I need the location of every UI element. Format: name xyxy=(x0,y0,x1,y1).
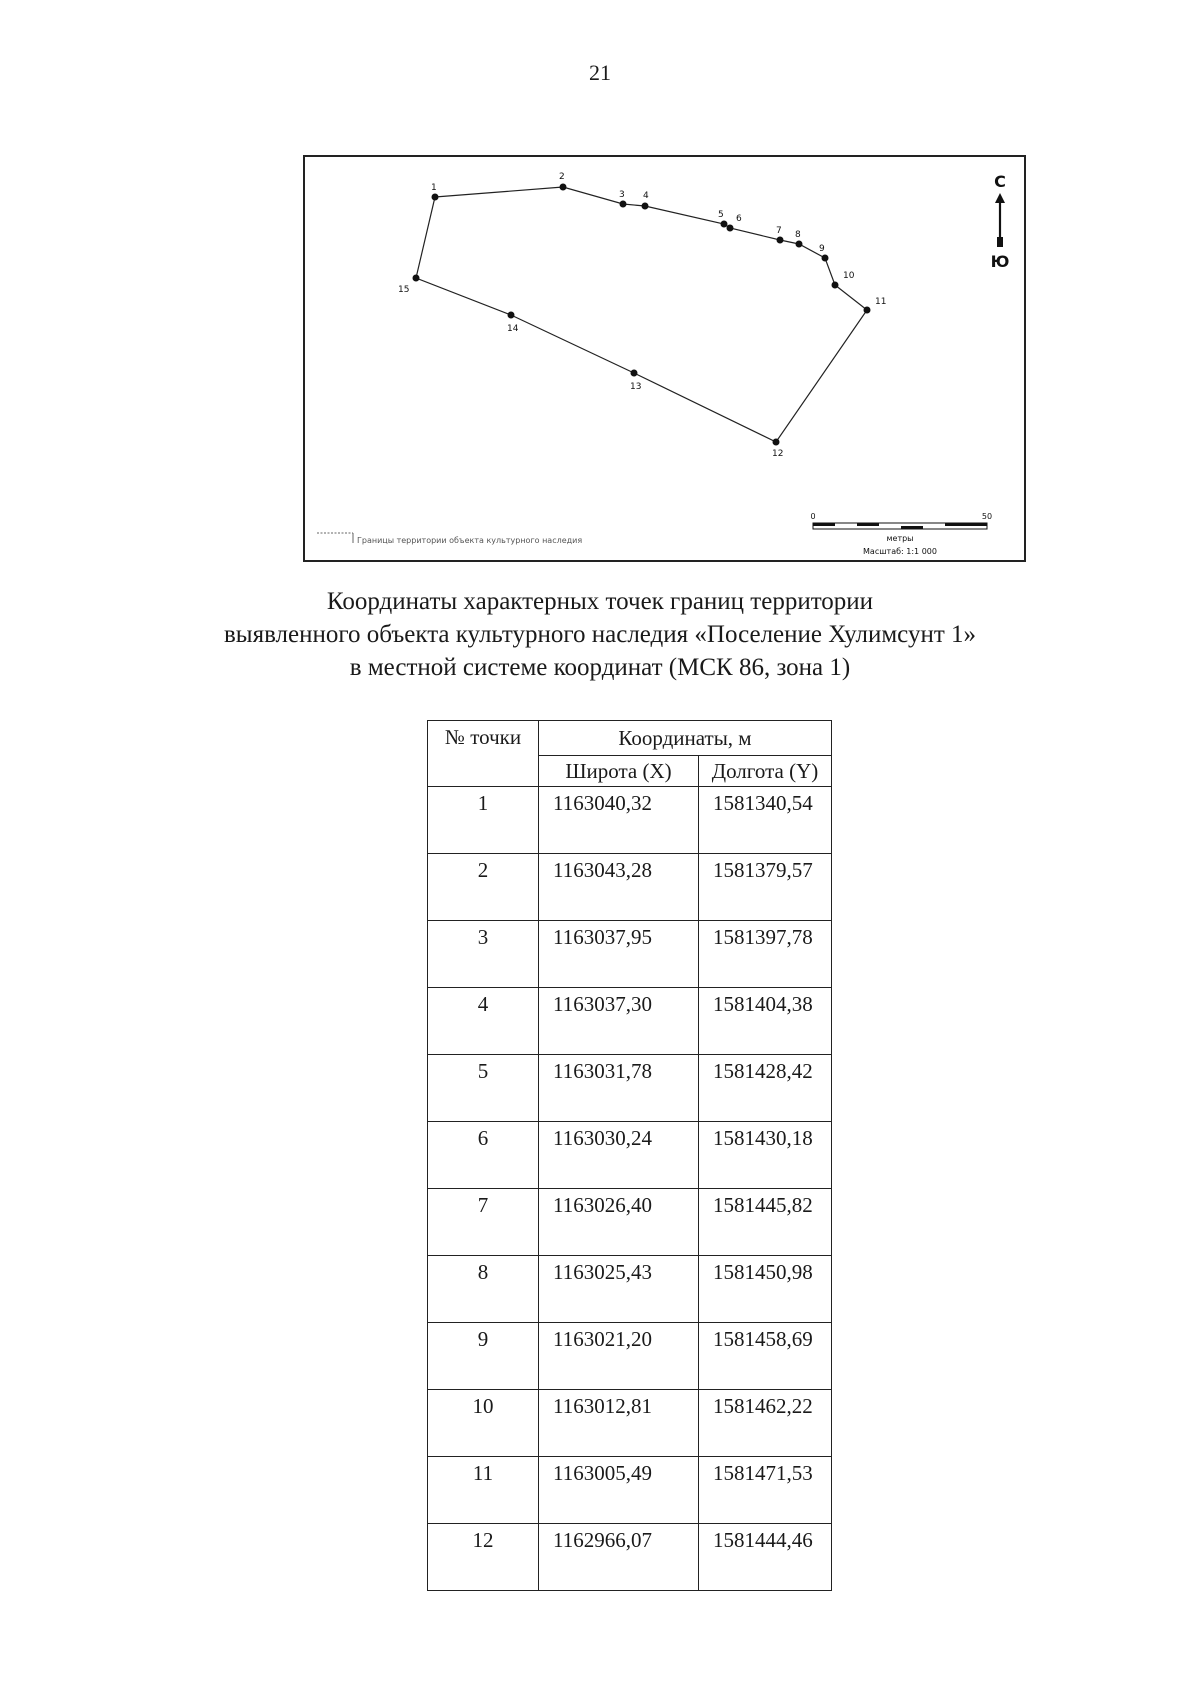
boundary-point-marker xyxy=(631,370,638,377)
document-title xyxy=(0,585,1200,684)
x-coordinate: 1163037,95 xyxy=(539,921,699,988)
table-row xyxy=(428,1122,832,1189)
y-coordinate: 1581397,78 xyxy=(699,921,832,988)
boundary-point-marker xyxy=(777,237,784,244)
boundary-point-label: 11 xyxy=(875,297,887,307)
title-line-1: Координаты характерных точек границ территории xyxy=(326,588,874,615)
y-coordinate: 1581471,53 xyxy=(699,1457,832,1524)
boundary-point-label: 10 xyxy=(843,271,855,281)
boundary-point-marker xyxy=(727,225,734,232)
boundary-point-marker xyxy=(620,201,627,208)
y-coordinate: 1581444,46 xyxy=(699,1524,832,1591)
boundary-point-label: 3 xyxy=(619,190,625,200)
y-coordinate: 1581428,42 xyxy=(699,1055,832,1122)
point-number: 2 xyxy=(428,854,539,921)
compass-south-label: Ю xyxy=(990,252,1010,271)
point-number: 7 xyxy=(428,1189,539,1256)
table-body xyxy=(428,787,832,1591)
boundary-point-label: 9 xyxy=(819,244,825,254)
title-line-2: выявленного объекта культурного наследия «Поселение Хулимсунт 1» xyxy=(223,621,977,648)
point-number: 6 xyxy=(428,1122,539,1189)
table-row xyxy=(428,988,832,1055)
point-number: 9 xyxy=(428,1323,539,1390)
boundary-polygon xyxy=(416,187,867,442)
legend-label: Границы территории объекта культурного наследия xyxy=(357,536,583,545)
compass-north-label: С xyxy=(994,172,1006,191)
header-longitude-y: Долгота (Y) xyxy=(699,756,832,787)
table-row xyxy=(428,787,832,854)
x-coordinate: 1163025,43 xyxy=(539,1256,699,1323)
y-coordinate: 1581458,69 xyxy=(699,1323,832,1390)
x-coordinate: 1163021,20 xyxy=(539,1323,699,1390)
boundary-point-marker xyxy=(413,275,420,282)
y-coordinate: 1581404,38 xyxy=(699,988,832,1055)
x-coordinate: 1163031,78 xyxy=(539,1055,699,1122)
x-coordinate: 1163026,40 xyxy=(539,1189,699,1256)
boundary-point-label: 1 xyxy=(431,183,437,193)
boundary-point-label: 7 xyxy=(776,226,782,236)
boundary-point-marker xyxy=(721,221,728,228)
table-row xyxy=(428,1055,832,1122)
table-row xyxy=(428,1457,832,1524)
boundary-point-marker xyxy=(773,439,780,446)
boundary-point-label: 14 xyxy=(507,324,519,334)
point-number: 3 xyxy=(428,921,539,988)
boundary-points xyxy=(398,172,886,459)
x-coordinate: 1163030,24 xyxy=(539,1122,699,1189)
boundary-point-marker xyxy=(796,241,803,248)
map-legend xyxy=(317,533,582,545)
y-coordinate: 1581445,82 xyxy=(699,1189,832,1256)
y-coordinate: 1581430,18 xyxy=(699,1122,832,1189)
header-latitude-x: Широта (X) xyxy=(539,756,699,787)
table-row xyxy=(428,921,832,988)
scale-start-label: 0 xyxy=(810,512,816,521)
boundary-point-label: 8 xyxy=(795,230,801,240)
x-coordinate: 1162966,07 xyxy=(539,1524,699,1591)
boundary-point-marker xyxy=(560,184,567,191)
scale-bar xyxy=(810,512,992,556)
table-row xyxy=(428,1524,832,1591)
table-row xyxy=(428,1390,832,1457)
page-number: 21 xyxy=(589,60,611,85)
boundary-point-marker xyxy=(432,194,439,201)
x-coordinate: 1163037,30 xyxy=(539,988,699,1055)
table-row xyxy=(428,1256,832,1323)
header-point-number: № точки xyxy=(428,721,539,787)
map-canvas xyxy=(305,157,1028,564)
boundary-point-label: 4 xyxy=(643,191,649,201)
point-number: 1 xyxy=(428,787,539,854)
x-coordinate: 1163040,32 xyxy=(539,787,699,854)
boundary-point-label: 15 xyxy=(398,285,410,295)
boundary-point-label: 2 xyxy=(559,172,565,182)
y-coordinate: 1581462,22 xyxy=(699,1390,832,1457)
scale-ratio-label: Масштаб: 1:1 000 xyxy=(863,547,937,556)
boundary-point-marker xyxy=(832,282,839,289)
title-line-3: в местной системе координат (МСК 86, зона 1) xyxy=(349,654,851,681)
scale-end-label: 50 xyxy=(981,512,993,521)
point-number: 11 xyxy=(428,1457,539,1524)
scale-unit-label: метры xyxy=(886,534,914,543)
point-number: 5 xyxy=(428,1055,539,1122)
table-row xyxy=(428,1189,832,1256)
north-arrow-icon xyxy=(991,172,1010,271)
boundary-point-label: 5 xyxy=(718,210,724,220)
point-number: 12 xyxy=(428,1524,539,1591)
boundary-point-marker xyxy=(508,312,515,319)
y-coordinate: 1581340,54 xyxy=(699,787,832,854)
boundary-point-label: 12 xyxy=(772,449,784,459)
boundary-point-marker xyxy=(864,307,871,314)
x-coordinate: 1163005,49 xyxy=(539,1457,699,1524)
header-coordinates: Координаты, м xyxy=(539,721,832,756)
boundary-point-label: 6 xyxy=(736,214,742,224)
point-number: 10 xyxy=(428,1390,539,1457)
y-coordinate: 1581450,98 xyxy=(699,1256,832,1323)
boundary-point-label: 13 xyxy=(630,382,642,392)
boundary-point-marker xyxy=(822,255,829,262)
y-coordinate: 1581379,57 xyxy=(699,854,832,921)
boundary-point-marker xyxy=(642,203,649,210)
point-number: 8 xyxy=(428,1256,539,1323)
table-row xyxy=(428,1323,832,1390)
point-number: 4 xyxy=(428,988,539,1055)
x-coordinate: 1163043,28 xyxy=(539,854,699,921)
boundary-map xyxy=(303,155,1026,562)
coordinates-table xyxy=(427,720,832,1591)
table-row xyxy=(428,854,832,921)
x-coordinate: 1163012,81 xyxy=(539,1390,699,1457)
